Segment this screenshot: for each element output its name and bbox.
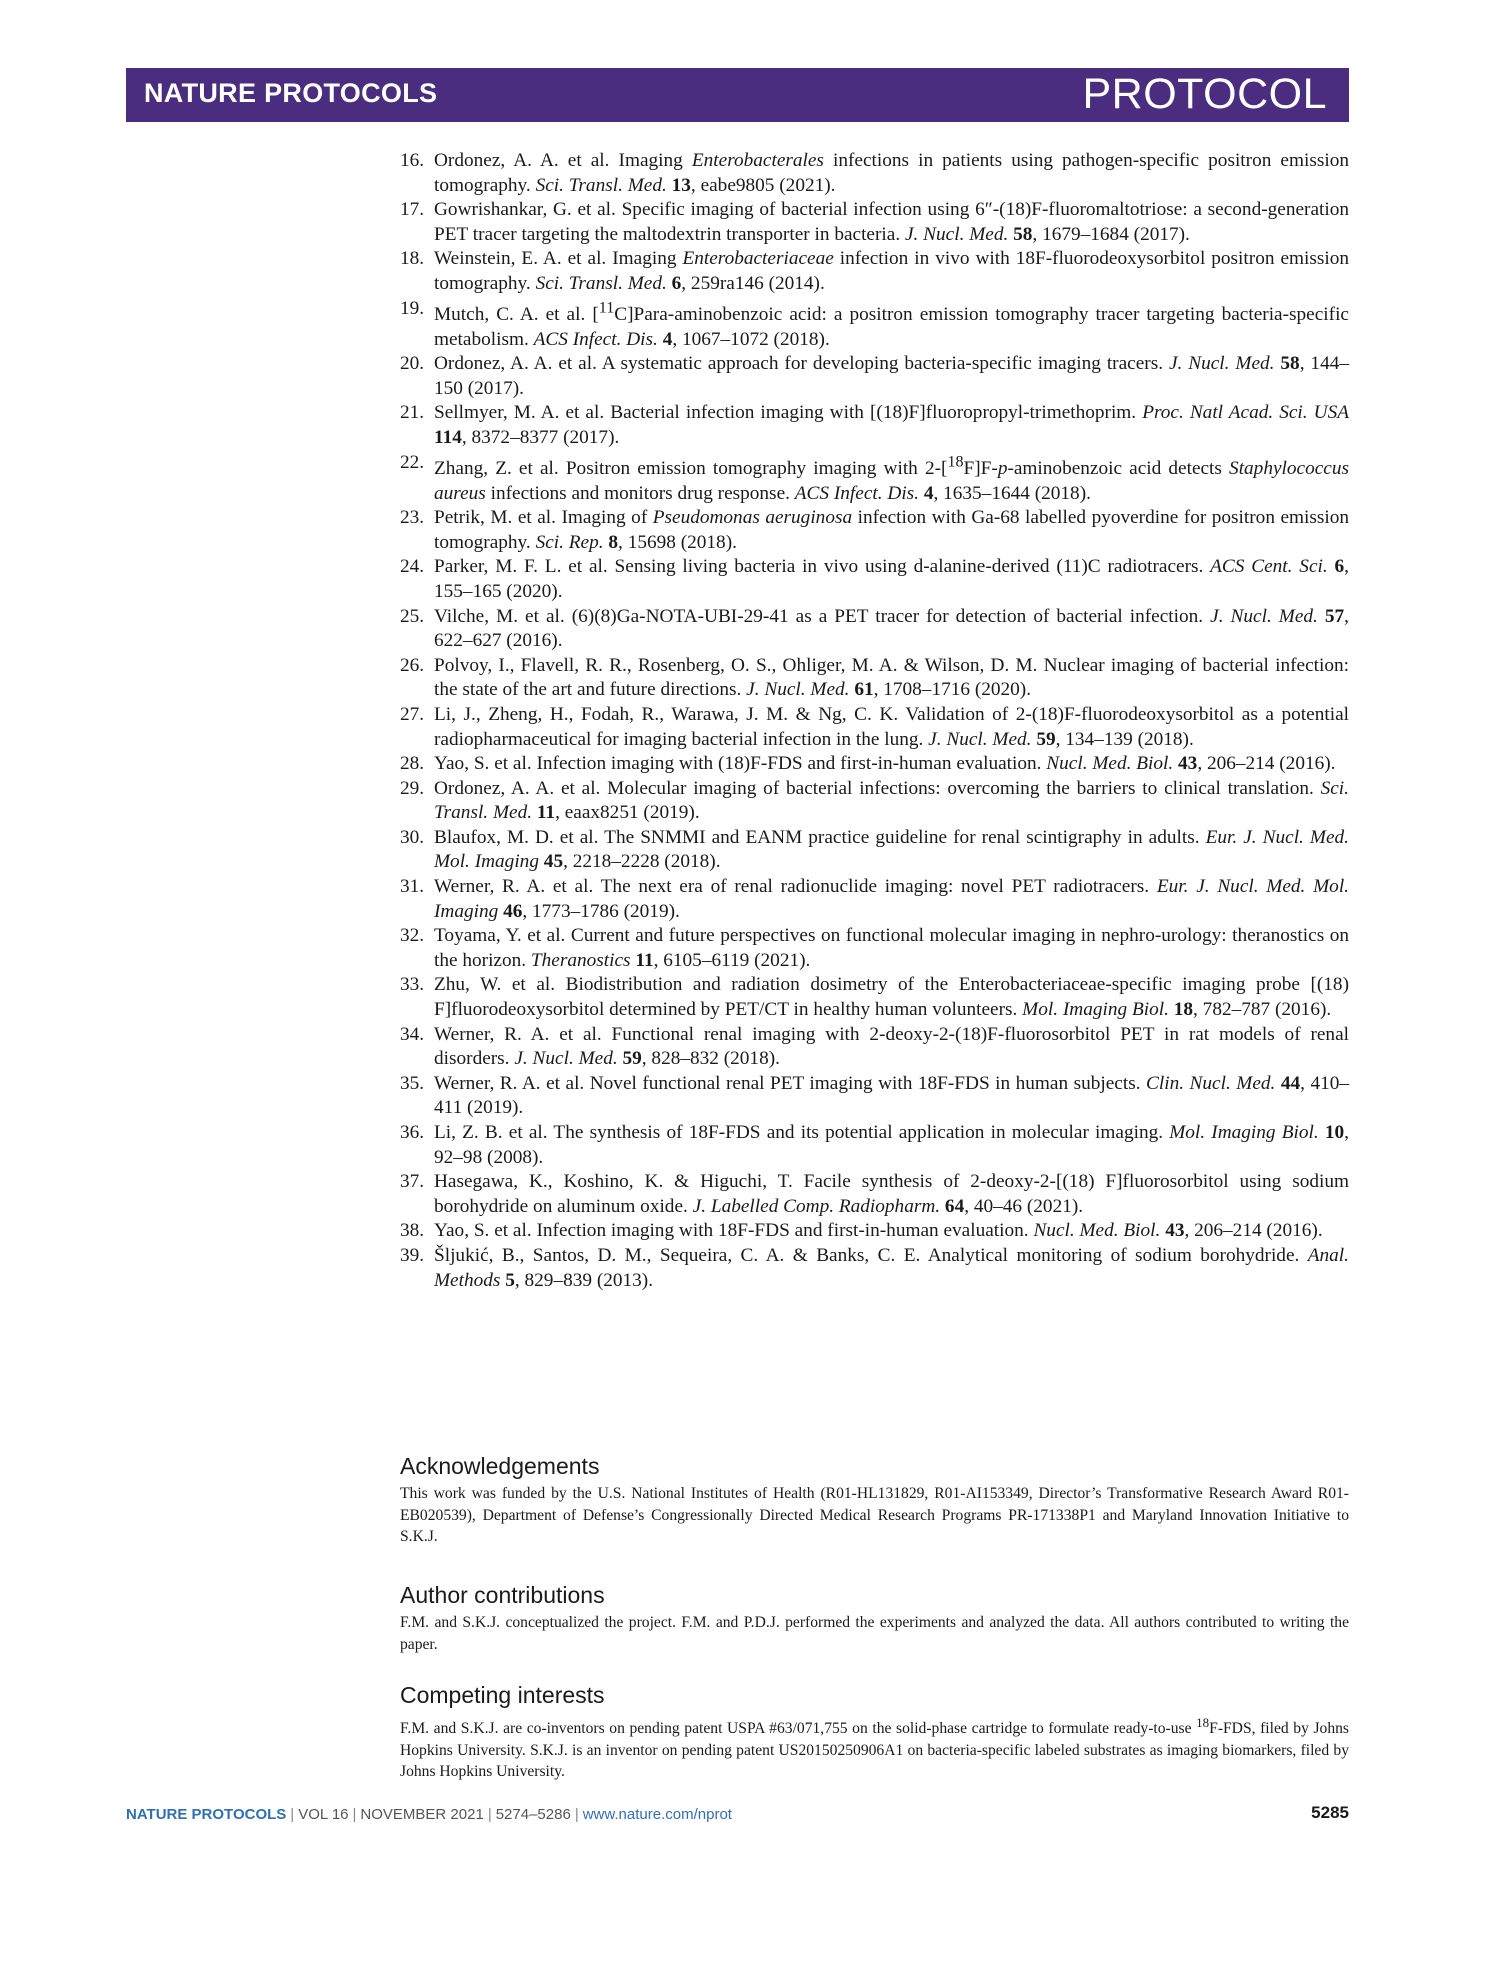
reference-number: 36. (400, 1122, 425, 1143)
reference-text: Gowrishankar, G. et al. Specific imaging of bacterial infection using 6″-(18)F-fluoromaltotriose: a second-generation PET tracer targeting the maltodextrin transporter in bacteria. J. Nucl. Med. 58, 1679–1684 (2017). (434, 199, 1349, 245)
reference-item (400, 1121, 1349, 1170)
reference-text: Vilche, M. et al. (6)(8)Ga-NOTA-UBI-29-41 as a PET tracer for detection of bacterial infection. J. Nucl. Med. 57, 622–627 (2016). (434, 605, 1349, 652)
reference-text: Werner, R. A. et al. The next era of renal radionuclide imaging: novel PET radiotracers. Eur. J. Nucl. Med. Mol. Imaging 46, 1773–1786 (2019). (434, 876, 1349, 922)
reference-item (400, 149, 1349, 198)
reference-number: 24. (400, 556, 425, 578)
page-number: 5285 (1311, 1803, 1349, 1822)
reference-text: Li, Z. B. et al. The synthesis of 18F-FDS and its potential application in molecular imaging. Mol. Imaging Biol. 10, 92–98 (2008). (434, 1122, 1349, 1168)
article-type: PROTOCOL (1082, 70, 1327, 118)
competing-interests-section (400, 1681, 1349, 1783)
reference-item (400, 1072, 1349, 1121)
reference-number: 28. (400, 753, 425, 775)
author-contributions-heading: Author contributions (400, 1582, 605, 1608)
journal-name: NATURE PROTOCOLS (144, 78, 438, 108)
reference-item (400, 352, 1349, 401)
author-contributions-section (400, 1581, 1349, 1655)
reference-item (400, 826, 1349, 875)
reference-number: 39. (400, 1244, 425, 1266)
reference-number: 34. (400, 1023, 425, 1045)
reference-number: 31. (400, 876, 425, 898)
reference-item (400, 451, 1349, 507)
reference-number: 20. (400, 353, 425, 375)
reference-text: Mutch, C. A. et al. [$^{11}$C]Para-aminobenzoic acid: a positron emission tomography tracer targeting bacteria-specific metabolism. ACS Infect. Dis. 4, 1067–1072 (2018). (434, 299, 1349, 350)
reference-text: Weinstein, E. A. et al. Imaging Enterobacteriaceae infection in vivo with 18F-fluorodeoxysorbitol positron emission tomography. Sci. Transl. Med. 6, 259ra146 (2014). (434, 248, 1350, 294)
reference-number: 38. (400, 1220, 425, 1242)
reference-text: Blaufox, M. D. et al. The SNMMI and EANM practice guideline for renal scintigraphy in adults. Eur. J. Nucl. Med. Mol. Imaging 45, 2218–2228 (2018). (434, 826, 1349, 873)
reference-number: 26. (400, 654, 425, 676)
journal-header-band (126, 68, 1349, 122)
reference-item (400, 198, 1349, 247)
reference-number: 33. (400, 974, 425, 996)
reference-item (400, 1219, 1349, 1244)
reference-number: 25. (400, 605, 425, 627)
reference-number: 37. (400, 1171, 425, 1193)
reference-number: 17. (400, 199, 425, 221)
footer-url-link[interactable]: www.nature.com/nprot (582, 1806, 732, 1823)
reference-text: Petrik, M. et al. Imaging of Pseudomonas aeruginosa infection with Ga-68 labelled pyoverdine for positron emission tomography. Sci. Rep. 8, 15698 (2018). (434, 507, 1350, 553)
footer-pages: 5274–5286 (495, 1806, 571, 1823)
author-contributions-body: F.M. and S.K.J. conceptualized the project. F.M. and P.D.J. performed the experiments and analyzed the data. All authors contributed to writing the paper. (400, 1614, 1349, 1653)
reference-text: Werner, R. A. et al. Functional renal imaging with 2-deoxy-2-(18)F-fluorosorbitol PET in rat models of renal disorders. J. Nucl. Med. 59, 828–832 (2018). (434, 1023, 1349, 1070)
reference-text: Li, J., Zheng, H., Fodah, R., Warawa, J. M. & Ng, C. K. Validation of 2-(18)F-fluorodeoxysorbitol as a potential radiopharmaceutical for imaging bacterial infection in the lung. J. Nucl. Med. 59, 134–139 (2018). (434, 703, 1349, 750)
reference-item (400, 247, 1349, 296)
reference-text: Ordonez, A. A. et al. Imaging Enterobacterales infections in patients using pathogen-specific positron emission tomography. Sci. Transl. Med. 13, eabe9805 (2021). (434, 150, 1349, 196)
reference-number: 35. (400, 1072, 425, 1094)
acknowledgements-body: This work was funded by the U.S. National Institutes of Health (R01-HL131829, R01-AI153349, Director’s Transformative Research Award R01-EB020539), Department of Defense’s Congressionally Directed Medical Research Programs PR-171338P1 and Maryland Innovation Initiative to S.K.J. (400, 1485, 1349, 1545)
reference-number: 21. (400, 402, 425, 424)
reference-text: Parker, M. F. L. et al. Sensing living bacteria in vivo using d-alanine-derived (11)C radiotracers. ACS Cent. Sci. 6, 155–165 (2020). (434, 556, 1349, 602)
reference-item (400, 555, 1349, 604)
reference-item (400, 973, 1349, 1022)
reference-item (400, 401, 1349, 450)
reference-text: Polvoy, I., Flavell, R. R., Rosenberg, O. S., Ohliger, M. A. & Wilson, D. M. Nuclear imaging of bacterial infection: the state of the art and future directions. J. Nucl. Med. 61, 1708–1716 (2020). (434, 654, 1349, 701)
reference-number: 30. (400, 826, 425, 848)
reference-text: Hasegawa, K., Koshino, K. & Higuchi, T. Facile synthesis of 2-deoxy-2-[(18) F]fluorosorbitol using sodium borohydride on aluminum oxide. J. Labelled Comp. Radiopharm. 64, 40–46 (2021). (434, 1171, 1349, 1217)
reference-text: Yao, S. et al. Infection imaging with (18)F-FDS and first-in-human evaluation. Nucl. Med. Biol. 43, 206–214 (2016). (434, 753, 1336, 775)
footer-citation: NATURE PROTOCOLS | VOL 16 | NOVEMBER 2021 | 5274–5286 | www.nature.com/nprot (126, 1806, 732, 1823)
reference-text: Ordonez, A. A. et al. A systematic approach for developing bacteria-specific imaging tracers. J. Nucl. Med. 58, 144–150 (2017). (434, 353, 1349, 399)
reference-text: Werner, R. A. et al. Novel functional renal PET imaging with 18F-FDS in human subjects. Clin. Nucl. Med. 44, 410–411 (2019). (434, 1072, 1350, 1119)
reference-text: Ordonez, A. A. et al. Molecular imaging of bacterial infections: overcoming the barriers to clinical translation. Sci. Transl. Med. 11, eaax8251 (2019). (434, 777, 1349, 824)
competing-interests-body: F.M. and S.K.J. are co-inventors on pending patent USPA #63/071,755 on the solid-phase cartridge to formulate ready-to-use $^{18}$F-FDS, filed by Johns Hopkins University. S.K.J. is an inventor on pending patent US20150250906A1 on bacteria-specific labeled substrates as imaging biomarkers, filed by Johns Hopkins University. (400, 1715, 1350, 1781)
reference-item (400, 924, 1349, 973)
reference-number: 19. (400, 297, 425, 319)
footer-date: NOVEMBER 2021 (360, 1806, 484, 1823)
reference-item (400, 1244, 1349, 1293)
acknowledgements-heading: Acknowledgements (400, 1453, 600, 1479)
reference-list (400, 149, 1349, 1293)
reference-number: 32. (400, 925, 425, 947)
reference-item (400, 1170, 1349, 1219)
reference-item (400, 605, 1349, 654)
reference-number: 29. (400, 777, 425, 799)
reference-text: Šljukić, B., Santos, D. M., Sequeira, C. A. & Banks, C. E. Analytical monitoring of sodium borohydride. Anal. Methods 5, 829–839 (2013). (434, 1244, 1349, 1291)
reference-text: Zhang, Z. et al. Positron emission tomography imaging with 2-[$^{18}$F]F-p-aminobenzoic acid detects Staphylococcus aureus infections and monitors drug response. ACS Infect. Dis. 4, 1635–1644 (2018). (434, 453, 1349, 504)
reference-item (400, 297, 1349, 353)
reference-item (400, 506, 1349, 555)
reference-number: 23. (400, 507, 425, 529)
reference-text: Yao, S. et al. Infection imaging with 18F-FDS and first-in-human evaluation. Nucl. Med. Biol. 43, 206–214 (2016). (434, 1220, 1323, 1242)
reference-item (400, 703, 1349, 752)
competing-interests-heading: Competing interests (400, 1682, 605, 1708)
footer-journal: NATURE PROTOCOLS (126, 1806, 287, 1823)
reference-item (400, 1023, 1349, 1072)
reference-item (400, 654, 1349, 703)
footer-volume: VOL 16 (298, 1806, 349, 1823)
reference-number: 16. (400, 150, 425, 171)
reference-text: Zhu, W. et al. Biodistribution and radiation dosimetry of the Enterobacteriaceae-specific imaging probe [(18) F]fluorodeoxysorbitol determined by PET/CT in healthy human volunteers. Mol. Imaging Biol. 18, 782–787 (2016). (434, 974, 1349, 1021)
reference-text: Sellmyer, M. A. et al. Bacterial infection imaging with [(18)F]fluoropropyl-trimethoprim. Proc. Natl Acad. Sci. USA 114, 8372–8377 (2017). (434, 402, 1349, 448)
reference-item (400, 875, 1349, 924)
reference-item (400, 777, 1349, 826)
reference-number: 22. (400, 451, 425, 473)
reference-number: 18. (400, 248, 425, 270)
acknowledgements-section (400, 1452, 1349, 1548)
reference-item (400, 752, 1349, 777)
reference-text: Toyama, Y. et al. Current and future perspectives on functional molecular imaging in nephro-urology: theranostics on the horizon. Theranostics 11, 6105–6119 (2021). (434, 925, 1349, 971)
reference-number: 27. (400, 703, 425, 725)
